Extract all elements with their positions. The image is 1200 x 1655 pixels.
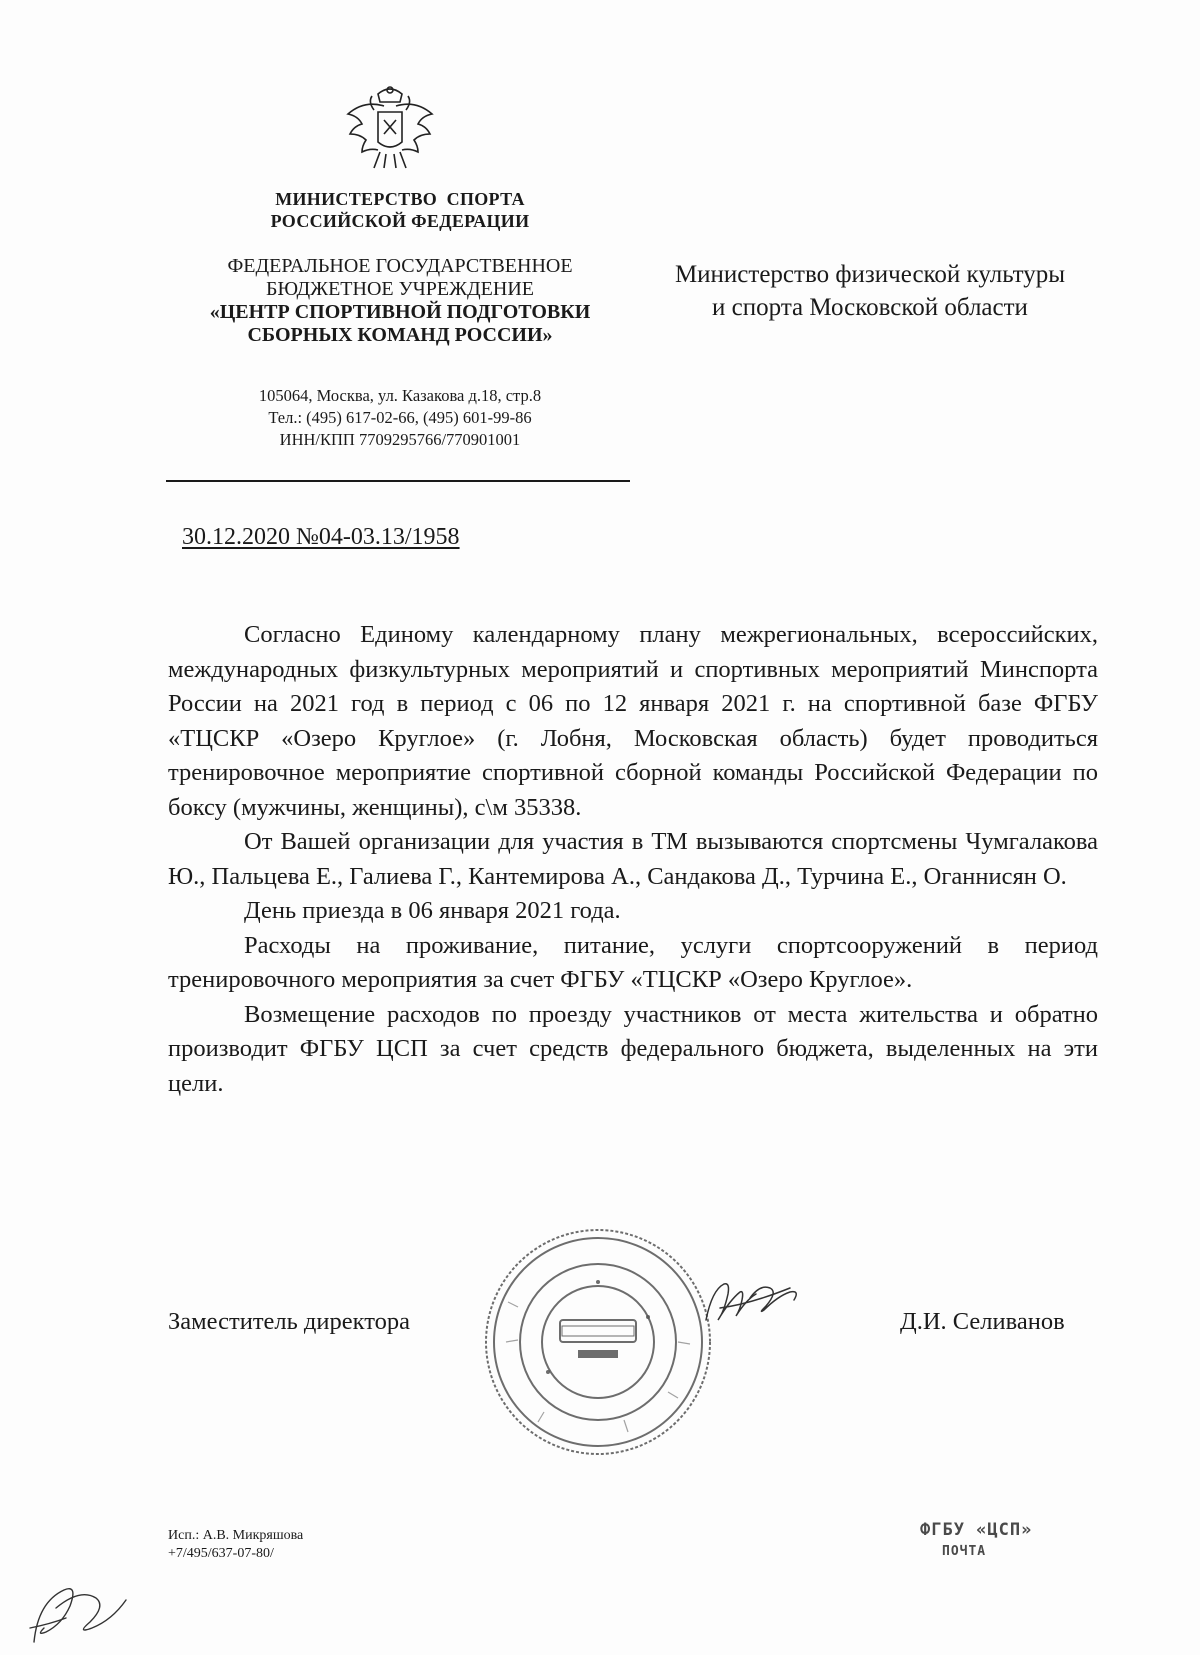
executor-phone: +7/495/637-07-80/: [168, 1546, 274, 1561]
addressee-line-1: Министерство физической культуры: [674, 261, 1066, 288]
organization-name: [170, 255, 630, 347]
executor-name: Исп.: А.В. Микряшова: [168, 1528, 304, 1543]
official-seal-stamp: [478, 1222, 718, 1462]
addressee-line-2: и спорта Московской области: [712, 294, 1028, 321]
body-paragraph-4: Расходы на проживание, питание, услуги спортсооружений в период тренировочного мероприятия за счет ФГБУ «ТЦСКР «Озеро Круглое».: [168, 931, 1098, 993]
handwritten-signature: [700, 1268, 810, 1338]
org-line-3: «ЦЕНТР СПОРТИВНОЙ ПОДГОТОВКИ: [209, 301, 591, 323]
mail-stamp-line-2: ПОЧТА: [942, 1544, 987, 1559]
org-line-1: ФЕДЕРАЛЬНОЕ ГОСУДАРСТВЕННОЕ: [227, 255, 573, 277]
signatory-name: Д.И. Селиванов: [900, 1308, 1065, 1335]
body-paragraph-2: От Вашей организации для участия в ТМ вызываются спортсмены Чумгалакова Ю., Пальцева Е., Галиева Г., Кантемирова А., Сандакова Д., Турчина Е., Оганнисян О.: [168, 828, 1098, 890]
org-address: 105064, Москва, ул. Казакова д.18, стр.8: [258, 386, 542, 405]
signatory-role: Заместитель директора: [168, 1308, 410, 1335]
org-inn: ИНН/КПП 7709295766/770901001: [279, 430, 521, 449]
ministry-line-2: РОССИЙСКОЙ ФЕДЕРАЦИИ: [270, 211, 530, 231]
body-paragraph-1: Согласно Единому календарному плану межрегиональных, всероссийских, международных физкультурных мероприятий и спортивных мероприятий Минспорта России на 2021 год в период с 06 по 12 января 2021 г. на спортивной базе ФГБУ «ТЦСКР «Озеро Круглое» (г. Лобня, Московская область) будет проводиться тренировочное мероприятие спортивной сборной команды Российской Федерации по боксу (мужчины, женщины), с\м 35338.: [168, 621, 1098, 821]
org-line-4: СБОРНЫХ КОМАНД РОССИИ»: [247, 324, 553, 346]
org-phone: Тел.: (495) 617-02-66, (495) 601-99-86: [268, 408, 532, 427]
mail-stamp: [920, 1520, 1080, 1559]
coat-of-arms-icon: [340, 80, 440, 180]
mail-stamp-line-1: ФГБУ «ЦСП»: [920, 1520, 1033, 1540]
ministry-line-1: МИНИСТЕРСТВО СПОРТА: [275, 189, 525, 209]
body-paragraph-5: Возмещение расходов по проезду участников от места жительства и обратно производит ФГБУ ЦСП за счет средств федерального бюджета, выделенных на эти цели.: [168, 1000, 1098, 1097]
executor-note: [168, 1527, 303, 1563]
letter-body: [168, 618, 1098, 1101]
organization-contacts: [170, 385, 630, 451]
initials-signature: [20, 1568, 140, 1648]
addressee: [630, 258, 1110, 324]
document-reference: 30.12.2020 №04-03.13/1958: [182, 524, 460, 550]
header-divider: [166, 480, 630, 482]
ministry-header: [220, 188, 580, 232]
org-line-2: БЮДЖЕТНОЕ УЧРЕЖДЕНИЕ: [265, 278, 535, 300]
body-paragraph-3: День приезда в 06 января 2021 года.: [244, 897, 621, 924]
